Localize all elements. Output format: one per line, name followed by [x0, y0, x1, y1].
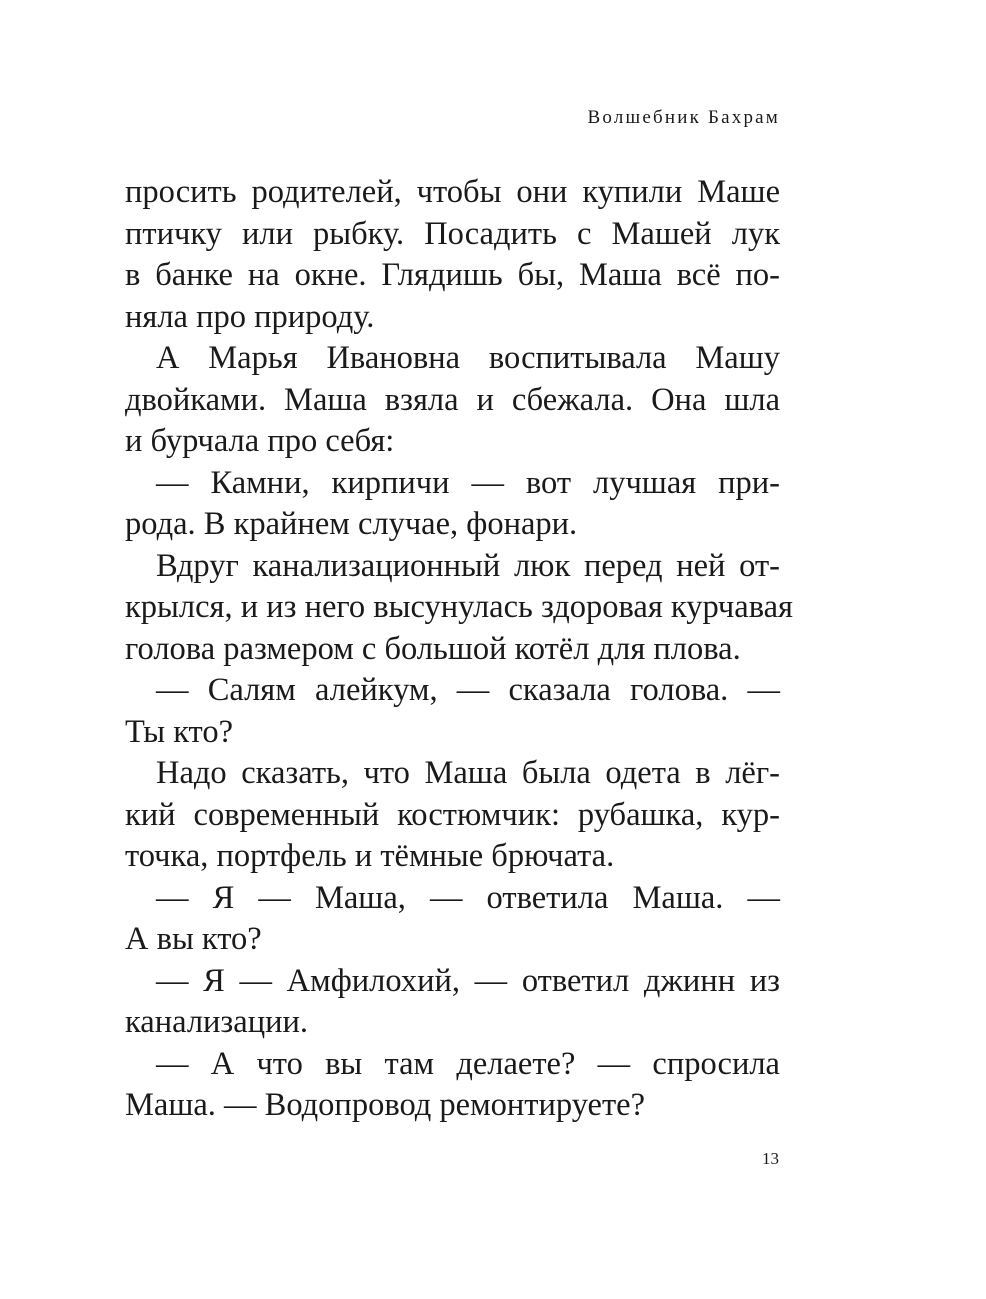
text-line: Маша. — Водопровод ремонтируете? [125, 1087, 646, 1123]
text-line: — Я — Амфилохий, — ответил джинн из [156, 962, 780, 999]
text-line: канализации. [125, 1004, 309, 1040]
text-line: — Салям алейкум, — сказала голова. — [156, 672, 780, 708]
text-line: Надо сказать, что Маша была одета в лёг- [156, 755, 780, 791]
text-line: рода. В крайнем случае, фонари. [125, 506, 578, 542]
text-line: просить родителей, чтобы они купили Маше [125, 174, 780, 210]
text-line: точка, портфель и тёмные брючата. [125, 838, 615, 874]
page-number: 13 [762, 1149, 779, 1168]
text-line: — Камни, кирпичи — вот лучшая при- [156, 464, 780, 501]
running-head: Волшебник Бахрам [587, 107, 780, 128]
text-line: Вдруг канализационный люк перед ней от- [156, 547, 780, 584]
text-line: — Я — Маша, — ответила Маша. — [156, 879, 780, 916]
text-line: крылся, и из него высунулась здоровая курчавая [125, 589, 793, 625]
body-text [125, 172, 793, 1127]
text-line: и бурчала про себя: [125, 423, 395, 459]
text-line: А вы кто? [125, 921, 262, 957]
text-line: няла про природу. [125, 298, 375, 335]
text-line: двойками. Маша взяла и сбежала. Она шла [125, 381, 780, 418]
text-line: птичку или рыбку. Посадить с Машей лук [125, 215, 780, 252]
text-line: в банке на окне. Глядишь бы, Маша всё по- [125, 257, 780, 293]
text-line: голова размером с большой котёл для плова. [125, 630, 741, 667]
text-line: — А что вы там делаете? — спросила [156, 1045, 780, 1082]
text-line: кий современный костюмчик: рубашка, кур- [125, 796, 780, 833]
text-line: А Марья Ивановна воспитывала Машу [156, 340, 780, 376]
text-line: Ты кто? [125, 713, 234, 750]
